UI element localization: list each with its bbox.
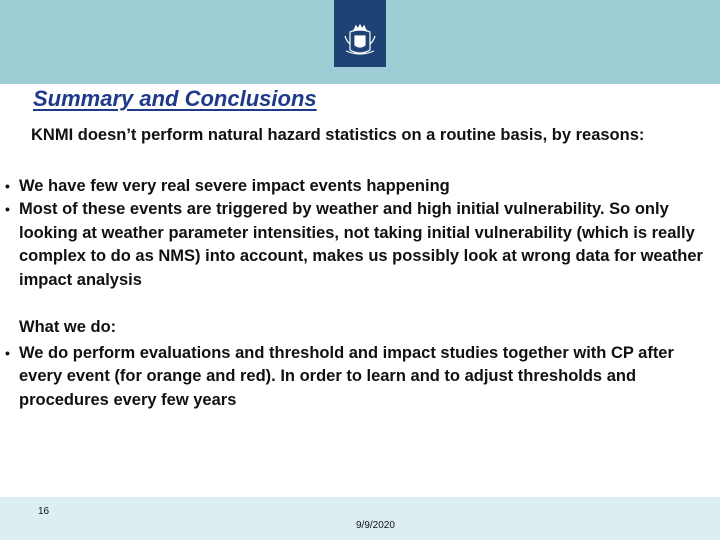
- intro-text: KNMI doesn’t perform natural hazard statistics on a routine basis, by reasons:: [31, 126, 645, 144]
- reasons-list: [4, 175, 704, 292]
- list-item: • We have few very real severe impact events happening: [4, 175, 704, 198]
- slide-date: 9/9/2020: [356, 520, 395, 531]
- coat-of-arms-icon: [342, 24, 378, 58]
- logo-strip: [334, 0, 386, 67]
- actions-list: [4, 342, 704, 412]
- subheading: What we do:: [19, 318, 117, 336]
- footer-band: [0, 497, 720, 540]
- list-item: • Most of these events are triggered by weather and high initial vulnerability. So only looking at weather parameter intensities, not taking initial vulnerability (which is really complex to do as NMS) into account, makes us possibly look at wrong data for weather impact analysis: [4, 198, 704, 292]
- list-item: • We do perform evaluations and threshold and impact studies together with CP after every event (for orange and red). In order to learn and to adjust thresholds and procedures every few years: [4, 342, 704, 412]
- page-number: 16: [38, 506, 50, 517]
- slide-title: Summary and Conclusions: [33, 86, 317, 111]
